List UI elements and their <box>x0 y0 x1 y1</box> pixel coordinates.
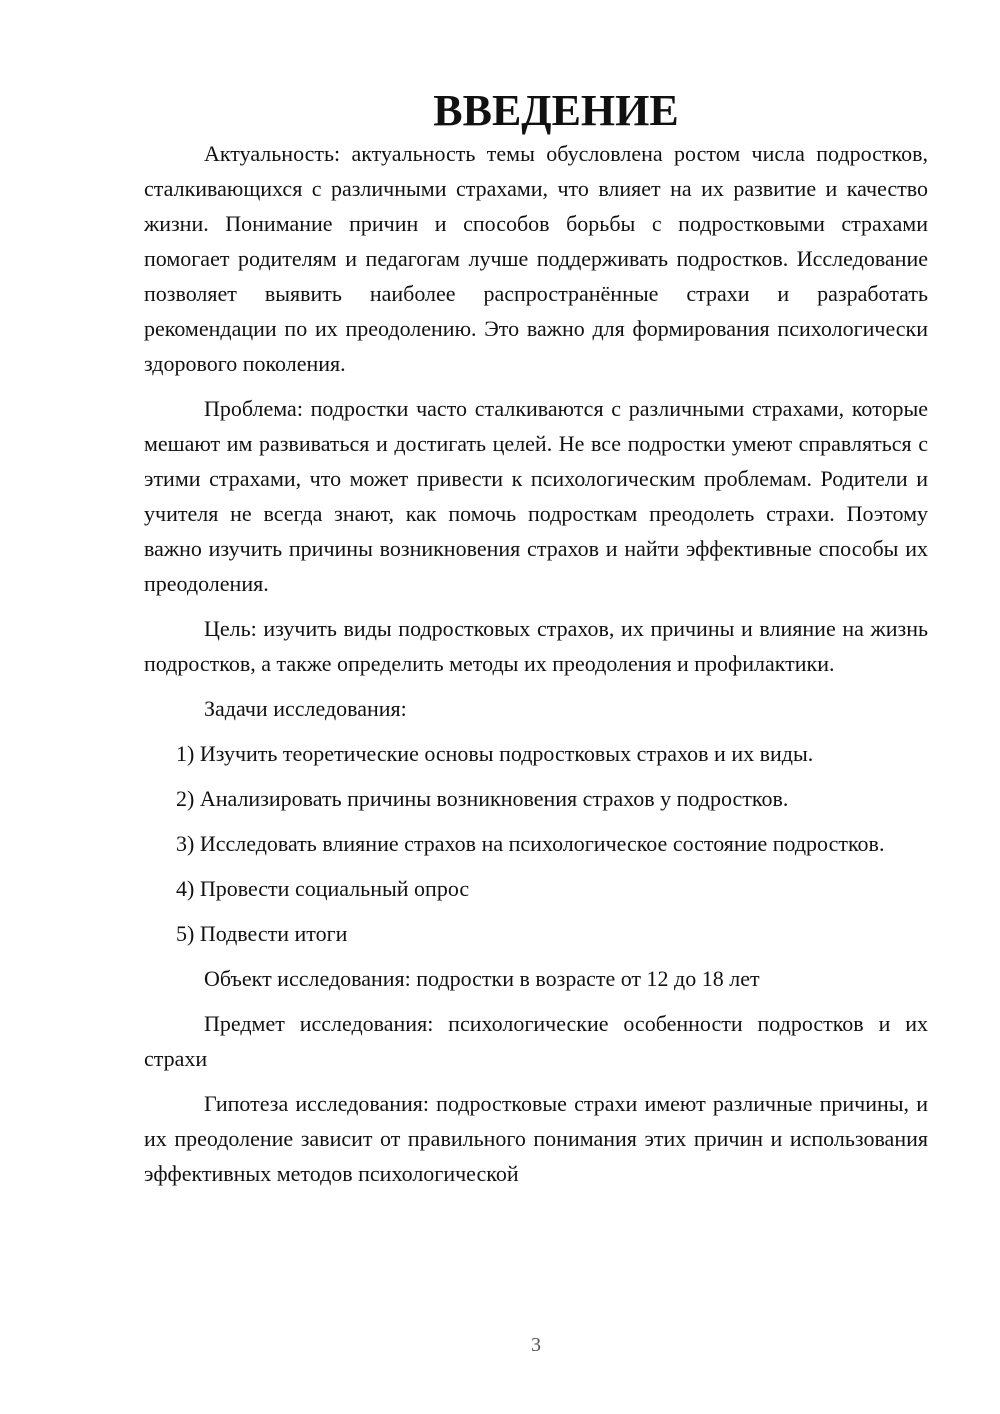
relevance-paragraph: Актуальность: актуальность темы обусловлена ростом числа подростков, сталкивающихся с различными страхами, что влияет на их развитие и качество жизни. Понимание причин и способов борьбы с подростковыми страхами помогает родителям и педагогам лучше поддерживать подростков. Исследование позволяет выявить наиболее распространённые страхи и разработать рекомендации по их преодолению. Это важно для формирования психологически здорового поколения. <box>144 141 928 376</box>
tasks-heading: Задачи исследования: <box>204 696 407 721</box>
task-item-4: 4) Провести социальный опрос <box>176 876 470 901</box>
task-item-2: 2) Анализировать причины возникновения страхов у подростков. <box>176 786 789 811</box>
object-paragraph: Объект исследования: подростки в возрасте от 12 до 18 лет <box>204 966 760 991</box>
page-title: ВВЕДЕНИЕ <box>433 86 679 135</box>
problem-paragraph: Проблема: подростки часто сталкиваются с различными страхами, которые мешают им развиваться и достигать целей. Не все подростки умеют справляться с этими страхами, что может привести к психологическим проблемам. Родители и учителя не всегда знают, как помочь подросткам преодолеть страхи. Поэтому важно изучить причины возникновения страхов и найти эффективные способы их преодоления. <box>144 396 928 596</box>
task-item-1: 1) Изучить теоретические основы подростковых страхов и их виды. <box>176 741 814 766</box>
subject-paragraph: Предмет исследования: психологические особенности подростков и их страхи <box>144 1011 928 1071</box>
hypothesis-paragraph: Гипотеза исследования: подростковые страхи имеют различные причины, и их преодоление зависит от правильного понимания этих причин и использования эффективных методов психологической <box>144 1091 928 1186</box>
task-item-5: 5) Подвести итоги <box>176 921 348 946</box>
task-item-3: 3) Исследовать влияние страхов на психологическое состояние подростков. <box>176 831 885 856</box>
page-number: 3 <box>531 1334 541 1356</box>
page-body <box>144 86 928 1201</box>
goal-paragraph: Цель: изучить виды подростковых страхов, их причины и влияние на жизнь подростков, а также определить методы их преодоления и профилактики. <box>144 616 928 676</box>
